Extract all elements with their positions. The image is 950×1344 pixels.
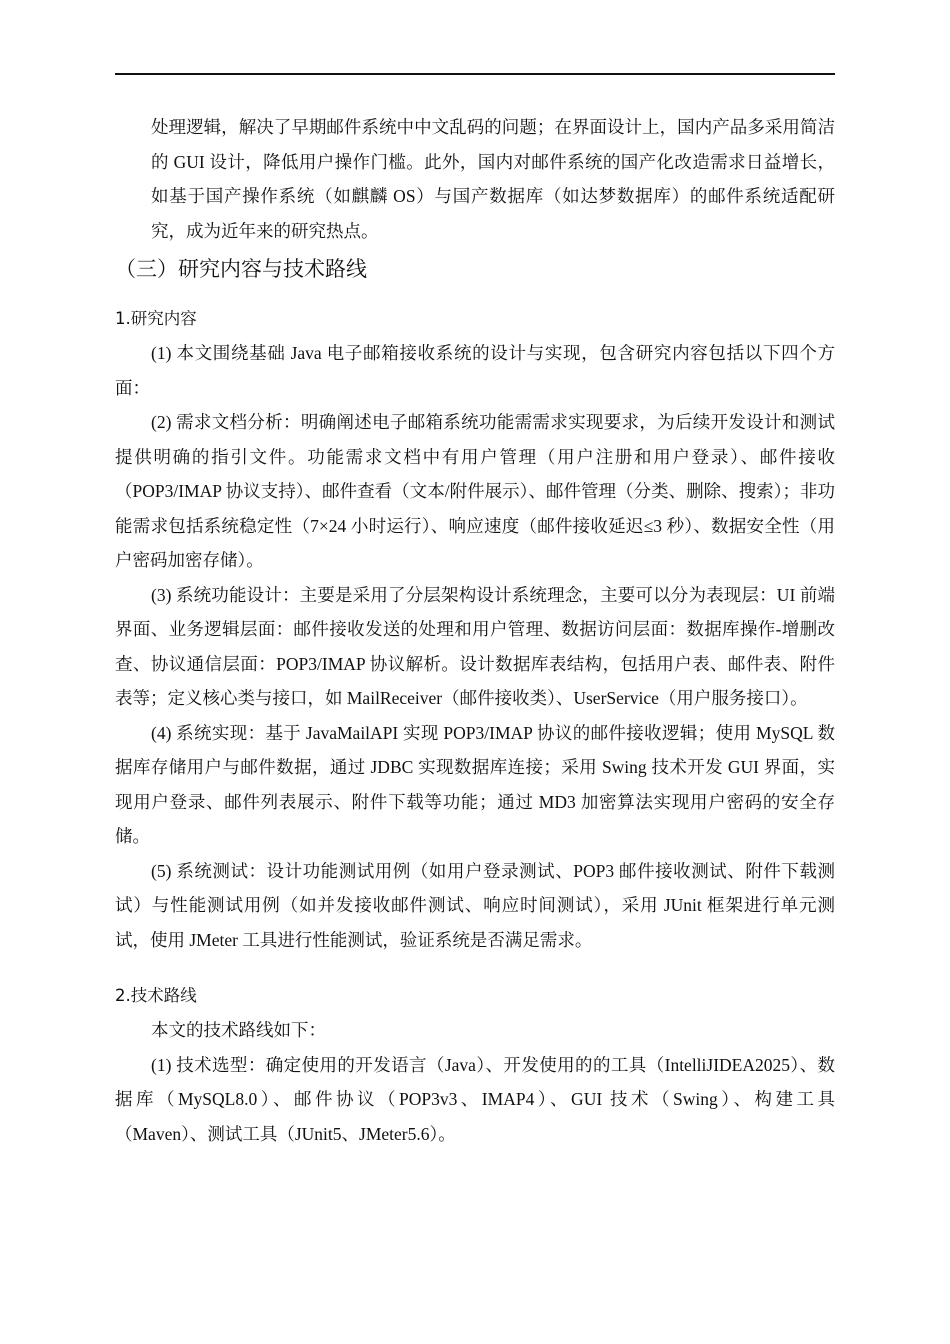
research-item-2: (2) 需求文档分析：明确阐述电子邮箱系统功能需需求实现要求，为后续开发设计和测试提供明确的指引文件。功能需求文档中有用户管理（用户注册和用户登录）、邮件接收（POP3/IMAP 协议支持）、邮件查看（文本/附件展示）、邮件管理（分类、删除、搜索）；非功能需求包括系统稳定性（7×24 小时运行）、响应速度（邮件接收延迟≤3 秒）、数据安全性（用户密码加密存储）。 bbox=[115, 412, 835, 570]
tech-route-heading: 2.技术路线 bbox=[115, 986, 197, 1005]
research-item-3: (3) 系统功能设计：主要是采用了分层架构设计系统理念，主要可以分为表现层：UI 前端界面、业务逻辑层面：邮件接收发送的处理和用户管理、数据访问层面：数据库操作-增删改查、协议通信层面：POP3/IMAP 协议解析。设计数据库表结构，包括用户表、邮件表、附件表等；定义核心类与接口，如 MailReceiver（邮件接收类）、UserService（用户服务接口）。 bbox=[115, 584, 835, 708]
document-body bbox=[115, 110, 835, 1151]
research-item-1: (1) 本文围绕基础 Java 电子邮箱接收系统的设计与实现，包含研究内容包括以下四个方面： bbox=[115, 343, 835, 398]
intro-continuation-paragraph: 处理逻辑，解决了早期邮件系统中中文乱码的问题；在界面设计上，国内产品多采用简洁的 GUI 设计，降低用户操作门槛。此外，国内对邮件系统的国产化改造需求日益增长，如基于国产操作系统（如麒麟 OS）与国产数据库（如达梦数据库）的邮件系统适配研究，成为近年来的研究热点。 bbox=[151, 117, 835, 241]
section-heading: （三）研究内容与技术路线 bbox=[115, 257, 367, 281]
research-item-5: (5) 系统测试：设计功能测试用例（如用户登录测试、POP3 邮件接收测试、附件下载测试）与性能测试用例（如并发接收邮件测试、响应时间测试），采用 JUnit 框架进行单元测试，使用 JMeter 工具进行性能测试，验证系统是否满足需求。 bbox=[115, 860, 835, 950]
research-content-heading: 1.研究内容 bbox=[115, 309, 197, 328]
research-item-4: (4) 系统实现：基于 JavaMailAPI 实现 POP3/IMAP 协议的邮件接收逻辑；使用 MySQL 数据库存储用户与邮件数据，通过 JDBC 实现数据库连接；采用 Swing 技术开发 GUI 界面，实现用户登录、邮件列表展示、附件下载等功能；通过 MD3 加密算法实现用户密码的安全存储。 bbox=[115, 722, 835, 846]
header-rule bbox=[115, 73, 835, 75]
tech-route-intro: 本文的技术路线如下： bbox=[151, 1020, 326, 1040]
tech-route-item-1: (1) 技术选型：确定使用的开发语言（Java）、开发使用的的工具（IntelliJIDEA2025）、数据库（MySQL8.0）、邮件协议（POP3v3、IMAP4）、GUI 技术（Swing）、构建工具（Maven）、测试工具（JUnit5、JMeter5.6）。 bbox=[115, 1054, 835, 1144]
